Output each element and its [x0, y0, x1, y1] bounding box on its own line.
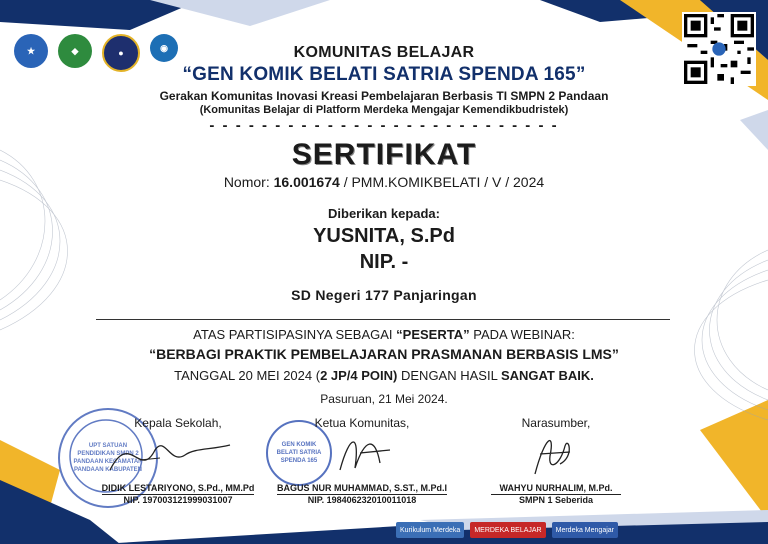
recipient-name: YUSNITA, S.Pd: [313, 225, 455, 247]
webinar-title: “BERBAGI PRAKTIK PEMBELAJARAN PRASMANAN BERBASIS LMS”: [149, 346, 619, 362]
signature-speaker-icon: [520, 426, 590, 481]
community-name: “GEN KOMIK BELATI SATRIA SPENDA 165”: [182, 64, 586, 85]
number-suffix: / PMM.KOMIKBELATI / V / 2024: [343, 174, 545, 190]
divider-line: [96, 319, 670, 320]
school-stamp-text: UPT SATUAN PENDIDIKAN SMPN 2 PANDAAN KECAMATAN PANDAAN KABUPATEN: [73, 443, 143, 473]
signature-chair: [262, 416, 462, 430]
date-prefix: TANGGAL 20 MEI 2024 (: [174, 368, 321, 383]
platform-text: (Komunitas Belajar di Platform Merdeka Mengajar Kemendikbudristek): [199, 104, 569, 116]
signature-principal-role: Kepala Sekolah,: [134, 416, 222, 430]
participation-suffix: PADA WEBINAR:: [473, 327, 575, 342]
number-label: Nomor:: [223, 174, 270, 190]
number-value: 16.001674: [273, 174, 340, 190]
place-date: Pasuruan, 21 Mei 2024.: [320, 392, 448, 406]
given-to-label: Diberikan kepada:: [328, 206, 440, 221]
school-logo-icon: ●: [102, 34, 140, 72]
signature-speaker: [456, 416, 656, 430]
footer-logos: [396, 522, 618, 538]
signature-chair-details: [262, 482, 462, 505]
community-logo-icon: ◉: [150, 34, 178, 62]
date-mid: DENGAN HASIL: [401, 368, 498, 383]
community-stamp-text: GEN KOMIK BELATI SATRIA SPENDA 165: [276, 442, 322, 464]
signature-principal-details: [78, 482, 278, 505]
signature-principal: [78, 416, 278, 430]
merdeka-mengajar-logo: Merdeka Mengajar: [552, 522, 618, 538]
certificate-title: SERTIFIKAT: [291, 138, 477, 171]
signature-principal-icon: [100, 430, 240, 480]
dashed-divider: - - - - - - - - - - - - - - - - - - - - - - - - - - -: [209, 117, 559, 134]
signature-principal-name: DIDIK LESTARIYONO, S.Pd., MM.Pd: [101, 483, 255, 493]
regency-emblem-icon: ◆: [58, 34, 92, 68]
community-title: KOMUNITAS BELAJAR: [293, 44, 475, 61]
signature-principal-id: NIP. 197003121999031007: [123, 495, 233, 505]
signature-speaker-details: [456, 482, 656, 505]
participation-role: “PESERTA”: [396, 327, 470, 342]
signature-chair-name: BAGUS NUR MUHAMMAD, S.ST., M.Pd.I: [277, 483, 447, 493]
signature-chair-icon: [330, 428, 410, 478]
signature-speaker-name: WAHYU NURHALIM, M.Pd.: [491, 483, 621, 495]
signature-speaker-id: SMPN 1 Seberida: [518, 495, 594, 505]
certificate-number: [0, 174, 768, 190]
signature-chair-id: NIP. 198406232010011018: [307, 495, 417, 505]
date-result: SANGAT BAIK.: [500, 368, 594, 383]
signature-speaker-role: Narasumber,: [521, 416, 591, 430]
tut-wuri-logo-icon: ★: [14, 34, 48, 68]
date-line: [0, 368, 768, 383]
movement-text: Gerakan Komunitas Inovasi Kreasi Pembelajaran Berbasis TI SMPN 2 Pandaan: [159, 89, 609, 103]
participation-line: [0, 327, 768, 342]
signature-chair-role: Ketua Komunitas,: [314, 416, 410, 430]
recipient-nip: NIP. -: [359, 251, 409, 273]
merdeka-belajar-logo: MERDEKA BELAJAR: [470, 522, 545, 538]
participation-prefix: ATAS PARTISIPASINYA SEBAGAI: [193, 327, 393, 342]
date-points: 2 JP/4 POIN): [320, 368, 398, 383]
recipient-school: SD Negeri 177 Panjaringan: [291, 287, 477, 303]
kurikulum-merdeka-logo: Kurikulum Merdeka: [396, 522, 464, 538]
